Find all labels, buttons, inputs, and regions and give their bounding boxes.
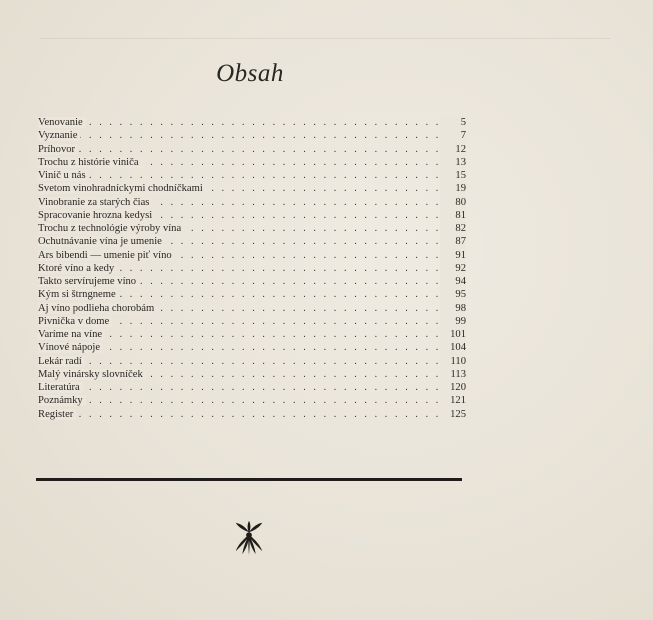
horizontal-rule bbox=[36, 478, 462, 481]
toc-page-number: 80 bbox=[440, 196, 466, 209]
toc-entry[interactable] bbox=[38, 222, 466, 235]
toc-page-number: 81 bbox=[440, 209, 466, 222]
toc-page-number: 121 bbox=[440, 394, 466, 407]
toc-entry[interactable] bbox=[38, 143, 466, 156]
toc-entry[interactable] bbox=[38, 302, 466, 315]
toc-entry-title: Vinobranie za starých čias bbox=[38, 197, 152, 208]
toc-entry[interactable] bbox=[38, 288, 466, 301]
page-title: Obsah bbox=[216, 60, 284, 87]
toc-page-number: 110 bbox=[440, 355, 466, 368]
toc-page-number: 5 bbox=[440, 116, 466, 129]
toc-entry-title: Malý vinársky slovníček bbox=[38, 369, 146, 380]
toc-entry[interactable] bbox=[38, 262, 466, 275]
toc-entry[interactable] bbox=[38, 394, 466, 407]
toc-page-number: 82 bbox=[440, 222, 466, 235]
toc-page-number: 87 bbox=[440, 235, 466, 248]
toc-entry[interactable] bbox=[38, 156, 466, 169]
flower-ornament-icon bbox=[230, 519, 268, 557]
toc-entry[interactable] bbox=[38, 328, 466, 341]
toc-entry[interactable] bbox=[38, 182, 466, 195]
toc-page-number: 120 bbox=[440, 381, 466, 394]
toc-entry-title: Pivnička v dome bbox=[38, 316, 112, 327]
toc-entry-title: Kým si štrngneme bbox=[38, 289, 119, 300]
toc-entry-title: Vinič u nás bbox=[38, 170, 89, 181]
toc-entry[interactable] bbox=[38, 408, 466, 421]
toc-page-number: 19 bbox=[440, 182, 466, 195]
toc-entry-title: Trochu z technológie výroby vína bbox=[38, 223, 184, 234]
toc-entry[interactable] bbox=[38, 315, 466, 328]
toc-page-number: 91 bbox=[440, 249, 466, 262]
toc-page-number: 104 bbox=[440, 341, 466, 354]
toc-entry-title: Lekár radí bbox=[38, 356, 85, 367]
toc-page-number: 95 bbox=[440, 288, 466, 301]
toc-entry-title: Vínové nápoje bbox=[38, 342, 103, 353]
toc-entry[interactable] bbox=[38, 196, 466, 209]
toc-entry-title: Aj víno podlieha chorobám bbox=[38, 303, 157, 314]
toc-entry[interactable] bbox=[38, 355, 466, 368]
toc-entry[interactable] bbox=[38, 249, 466, 262]
toc-entry[interactable] bbox=[38, 368, 466, 381]
toc-page-number: 101 bbox=[440, 328, 466, 341]
toc-entry-title: Varíme na víne bbox=[38, 329, 105, 340]
toc-entry-title: Spracovanie hrozna kedysi bbox=[38, 210, 155, 221]
toc-page-number: 113 bbox=[440, 368, 466, 381]
toc-page-number: 12 bbox=[440, 143, 466, 156]
toc-entry-title: Trochu z histórie viniča bbox=[38, 157, 142, 168]
toc-entry-title: Register bbox=[38, 409, 76, 420]
toc-entry-title: Ktoré víno a kedy bbox=[38, 263, 117, 274]
toc-entry[interactable] bbox=[38, 235, 466, 248]
toc-entry-title: Svetom vinohradníckymi chodníčkami bbox=[38, 183, 206, 194]
toc-entry[interactable] bbox=[38, 169, 466, 182]
toc-entry-title: Poznámky bbox=[38, 395, 86, 406]
toc-entry[interactable] bbox=[38, 381, 466, 394]
toc-page-number: 125 bbox=[440, 408, 466, 421]
toc-page-number: 7 bbox=[440, 129, 466, 142]
toc-entry[interactable] bbox=[38, 275, 466, 288]
toc-entry-title: Takto servírujeme víno bbox=[38, 276, 139, 287]
toc-page-number: 15 bbox=[440, 169, 466, 182]
toc-page-number: 13 bbox=[440, 156, 466, 169]
toc-entry[interactable] bbox=[38, 341, 466, 354]
toc-page-number: 98 bbox=[440, 302, 466, 315]
toc-entry[interactable] bbox=[38, 116, 466, 129]
toc-entry[interactable] bbox=[38, 209, 466, 222]
page-bleed-line bbox=[40, 38, 610, 39]
toc-entry-title: Literatúra bbox=[38, 382, 83, 393]
toc-entry-title: Ars bibendi — umenie piť víno bbox=[38, 250, 175, 261]
toc-entry-title: Ochutnávanie vína je umenie bbox=[38, 236, 165, 247]
toc-entry[interactable] bbox=[38, 129, 466, 142]
toc-entry-title: Venovanie bbox=[38, 117, 86, 128]
toc-page-number: 94 bbox=[440, 275, 466, 288]
toc-entry-title: Vyznanie bbox=[38, 130, 80, 141]
toc-page-number: 99 bbox=[440, 315, 466, 328]
table-of-contents bbox=[38, 116, 466, 421]
toc-page-number: 92 bbox=[440, 262, 466, 275]
toc-entry-title: Príhovor bbox=[38, 144, 78, 155]
